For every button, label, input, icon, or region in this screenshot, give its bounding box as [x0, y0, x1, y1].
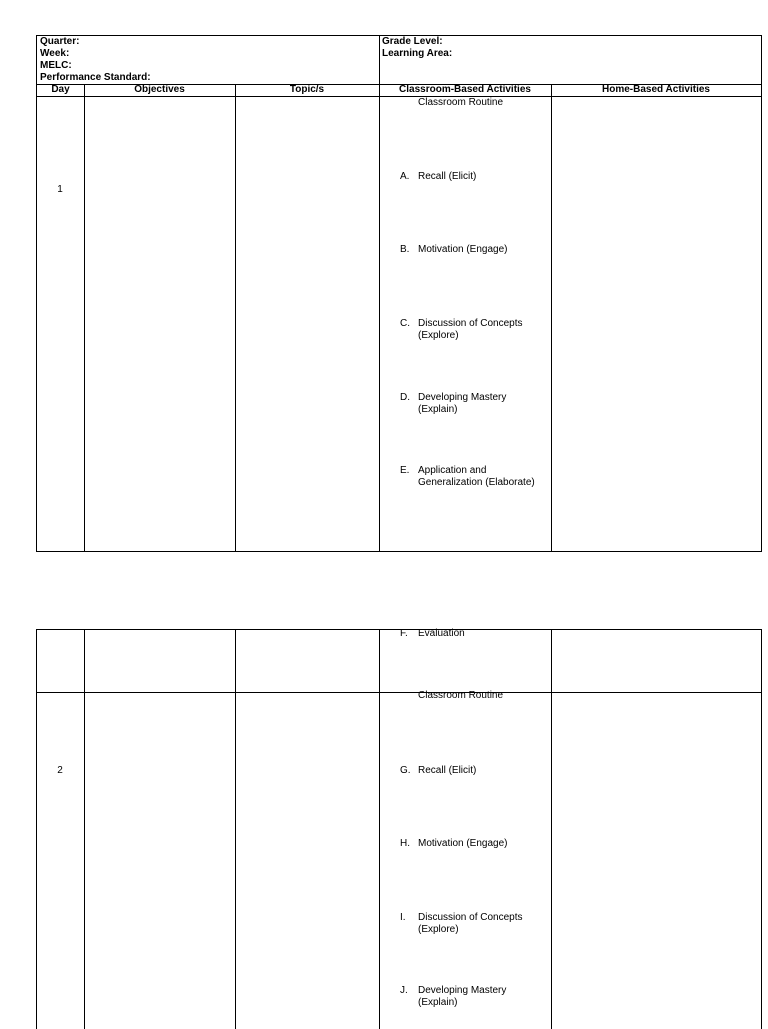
activity-letter: I. [400, 912, 406, 923]
activity-text: Motivation (Engage) [418, 838, 508, 849]
col-divider-4 [551, 630, 552, 1029]
grade-level-label: Grade Level: [382, 36, 443, 47]
activity-text: Developing Mastery [418, 985, 507, 996]
activity-letter: J. [400, 985, 408, 996]
col-divider-1 [84, 84, 85, 551]
activity-text-continued: (Explore) [418, 330, 459, 341]
week-label: Week: [40, 48, 70, 59]
column-header-day: Day [51, 84, 70, 95]
classroom-routine: Classroom Routine [418, 97, 504, 108]
activity-item [400, 392, 506, 416]
activity-letter: F. [400, 628, 408, 639]
activity-letter: A. [400, 171, 410, 182]
activity-letter: G. [400, 765, 411, 776]
quarter-label: Quarter: [40, 36, 80, 47]
activity-text: Application and [418, 465, 487, 476]
column-header-objectives: Objectives [134, 84, 185, 95]
activity-letter: E. [400, 465, 410, 476]
activity-letter: B. [400, 244, 410, 255]
activity-text: Developing Mastery [418, 392, 507, 403]
activity-text-continued: (Explain) [418, 404, 458, 415]
lesson-plan-table-page-2 [36, 629, 762, 1029]
column-header-classroom-activities: Classroom-Based Activities [399, 84, 531, 95]
activity-text: Recall (Elicit) [418, 765, 477, 776]
header-vertical-divider [379, 36, 380, 84]
activity-text: Motivation (Engage) [418, 244, 508, 255]
col-divider-1 [84, 630, 85, 1029]
activity-item [400, 838, 508, 850]
activity-letter: C. [400, 318, 410, 329]
activity-item [400, 628, 465, 640]
column-header-divider [37, 96, 761, 97]
activity-text-continued: (Explain) [418, 997, 458, 1008]
activity-text: Discussion of Concepts [418, 912, 523, 923]
row-divider [37, 692, 761, 693]
day-number: 2 [57, 765, 63, 776]
col-divider-2 [235, 84, 236, 551]
col-divider-3 [379, 84, 380, 551]
activity-item [400, 171, 476, 183]
performance-standard-label: Performance Standard: [40, 72, 151, 83]
activity-item [400, 765, 476, 777]
activity-item [400, 465, 535, 489]
col-divider-2 [235, 630, 236, 1029]
activity-text: Evaluation [418, 628, 465, 639]
col-divider-3 [379, 630, 380, 1029]
melc-label: MELC: [40, 60, 72, 71]
classroom-routine: Classroom Routine [418, 690, 504, 701]
column-header-topics: Topic/s [289, 84, 325, 95]
learning-area-label: Learning Area: [382, 48, 453, 59]
activity-letter: D. [400, 392, 410, 403]
activity-text-continued: Generalization (Elaborate) [418, 477, 535, 488]
activity-item [400, 244, 508, 256]
activity-item [400, 985, 506, 1009]
activity-letter: H. [400, 838, 410, 849]
activity-item [400, 912, 523, 936]
activity-item [400, 318, 523, 342]
col-divider-4 [551, 84, 552, 551]
day-number: 1 [57, 184, 63, 195]
column-header-home-activities: Home-Based Activities [602, 84, 710, 95]
activity-text: Discussion of Concepts [418, 318, 523, 329]
lesson-plan-table-page-1 [36, 35, 762, 552]
activity-text-continued: (Explore) [418, 924, 459, 935]
activity-text: Recall (Elicit) [418, 171, 477, 182]
